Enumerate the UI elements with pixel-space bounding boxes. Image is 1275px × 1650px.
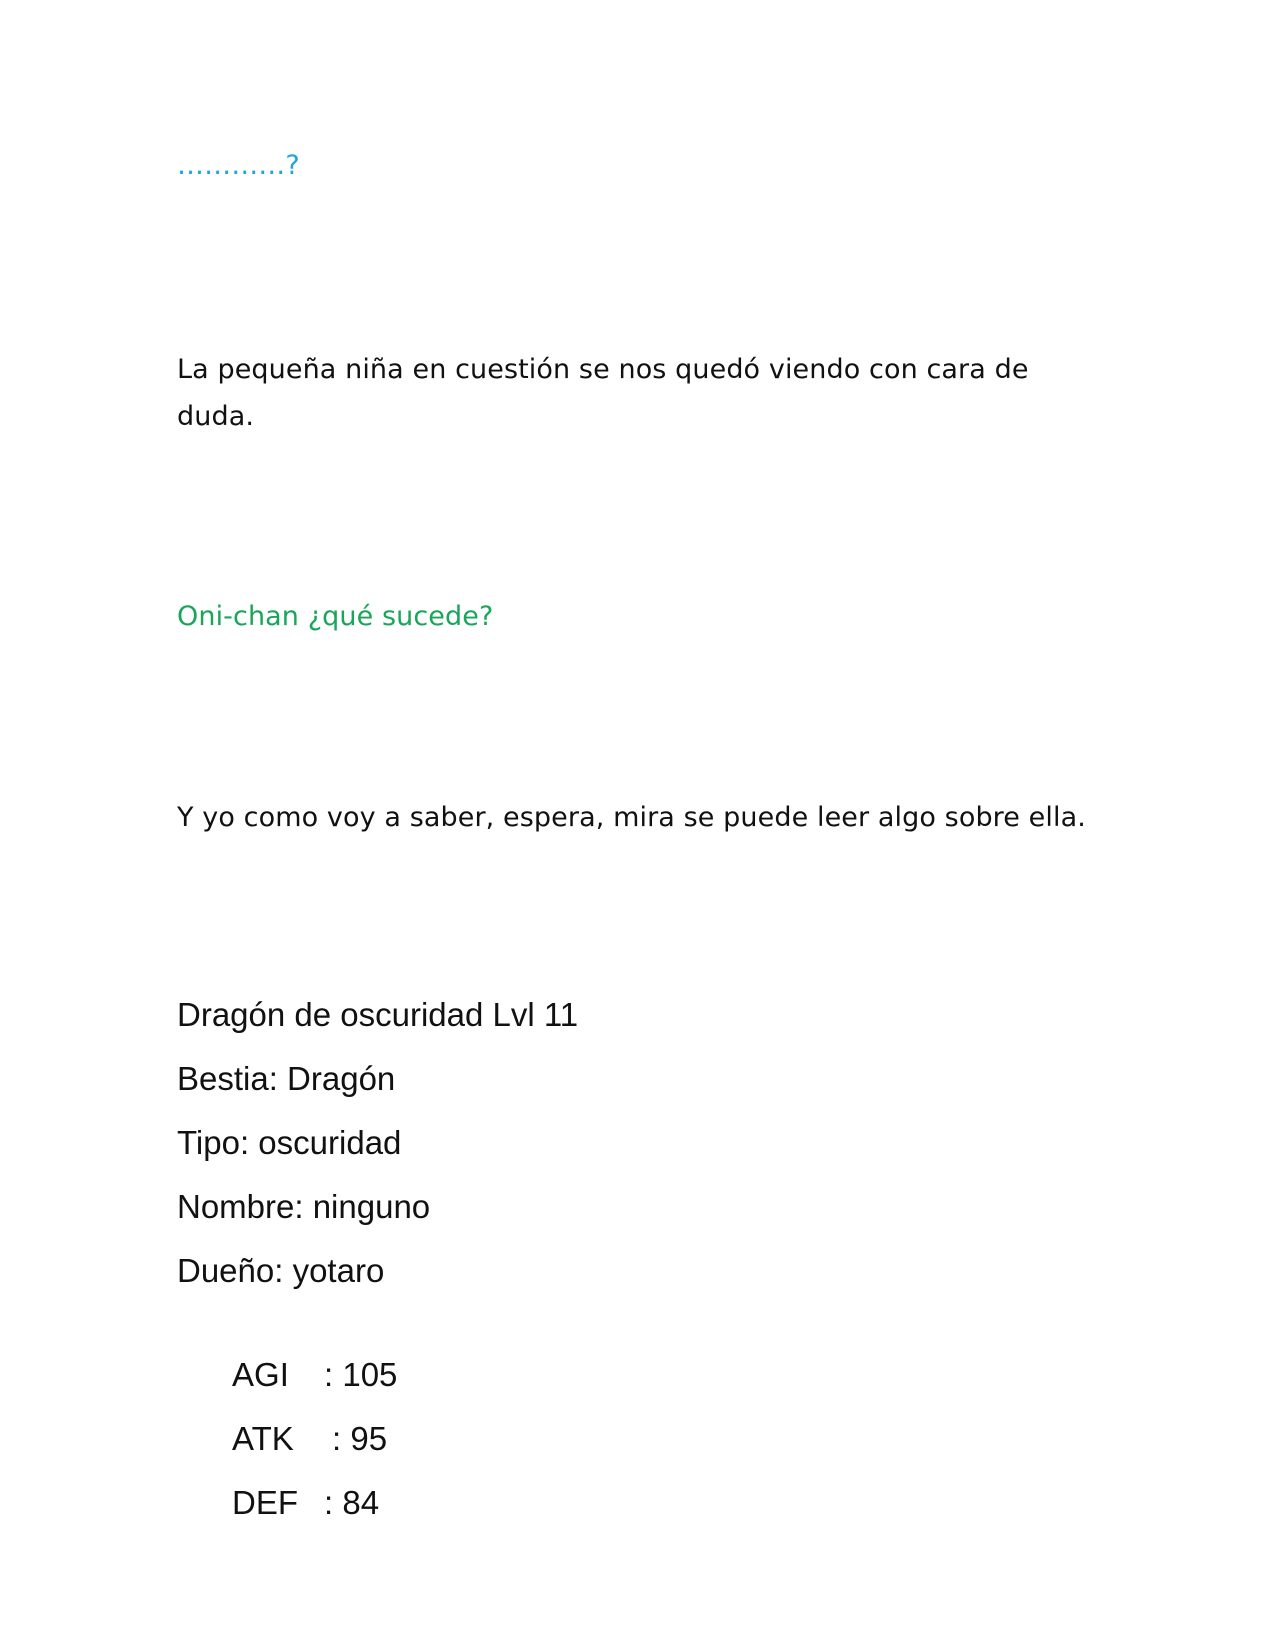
- stat-nombre: Nombre: ninguno: [177, 1188, 431, 1225]
- paragraph-reply: Y yo como voy a saber, espera, mira se puede leer algo sobre ella.: [177, 802, 1086, 833]
- green-dialogue-line: Oni-chan ¿qué sucede?: [177, 601, 494, 632]
- stat-atk-value: : 95: [332, 1420, 388, 1457]
- stat-bestia: Bestia: Dragón: [177, 1060, 396, 1097]
- stat-agi-key: AGI: [232, 1356, 289, 1393]
- stat-tipo: Tipo: oscuridad: [177, 1124, 402, 1161]
- stats-title: Dragón de oscuridad Lvl 11: [177, 996, 579, 1033]
- dots-question-line: …………?: [177, 150, 300, 181]
- paragraph-girl-doubt: La pequeña niña en cuestión se nos quedó viendo con cara de duda.: [177, 354, 1029, 432]
- stat-atk-key: ATK: [232, 1420, 294, 1457]
- stat-def-value: : 84: [324, 1484, 380, 1521]
- stat-def: [177, 1443, 379, 1563]
- stat-def-key: DEF: [232, 1484, 299, 1521]
- stat-dueno: Dueño: yotaro: [177, 1252, 385, 1289]
- stat-agi-value: : 105: [324, 1356, 398, 1393]
